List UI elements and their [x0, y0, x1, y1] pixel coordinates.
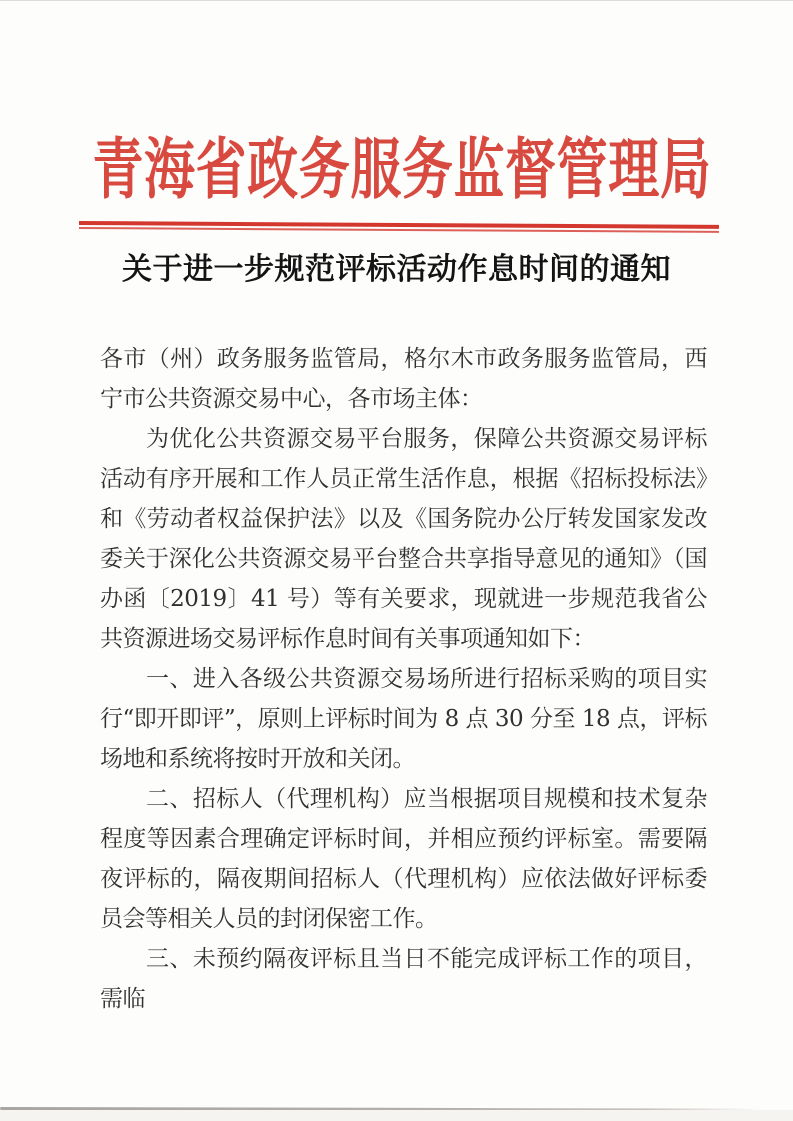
paragraph-5: 三、未预约隔夜评标且当日不能完成评标工作的项目，需临 [100, 946, 707, 1012]
agency-header [0, 130, 793, 208]
document-body [100, 339, 707, 1019]
scan-top-edge [0, 0, 793, 1]
red-divider [79, 221, 719, 233]
paragraph-4: 二、招标人（代理机构）应当根据项目规模和技术复杂程度等因素合理确定评标时间，并相应预约评标室。需要隔夜评标的，隔夜期间招标人（代理机构）应依法做好评标委员会等相关人员的封闭保密工作。 [100, 786, 707, 932]
document-title: 关于进一步规范评标活动作息时间的通知 [122, 252, 671, 287]
paragraph-1: 各市（州）政务服务监管局，格尔木市政务服务监管局，西宁市公共资源交易中心，各市场主体： [100, 346, 707, 412]
agency-name: 青海省政务服务监督管理局 [92, 130, 712, 208]
paragraph-2: 为优化公共资源交易平台服务，保障公共资源交易评标活动有序开展和工作人员正常生活作息，根据《招标投标法》和《劳动者权益保护法》以及《国务院办公厅转发国家发改委关于深化公共资源交易平台整合共享指导意见的通知》（国办函〔2019〕41 号）等有关要求，现就进一步规范我省公共资源进场交易评标作息时间有关事项通知如下： [100, 426, 707, 652]
paragraph-3: 一、进入各级公共资源交易场所进行招标采购的项目实行“即开即评”，原则上评标时间为 8 点 30 分至 18 点，评标场地和系统将按时开放和关闭。 [100, 666, 707, 772]
page-bottom-margin [0, 1110, 793, 1121]
